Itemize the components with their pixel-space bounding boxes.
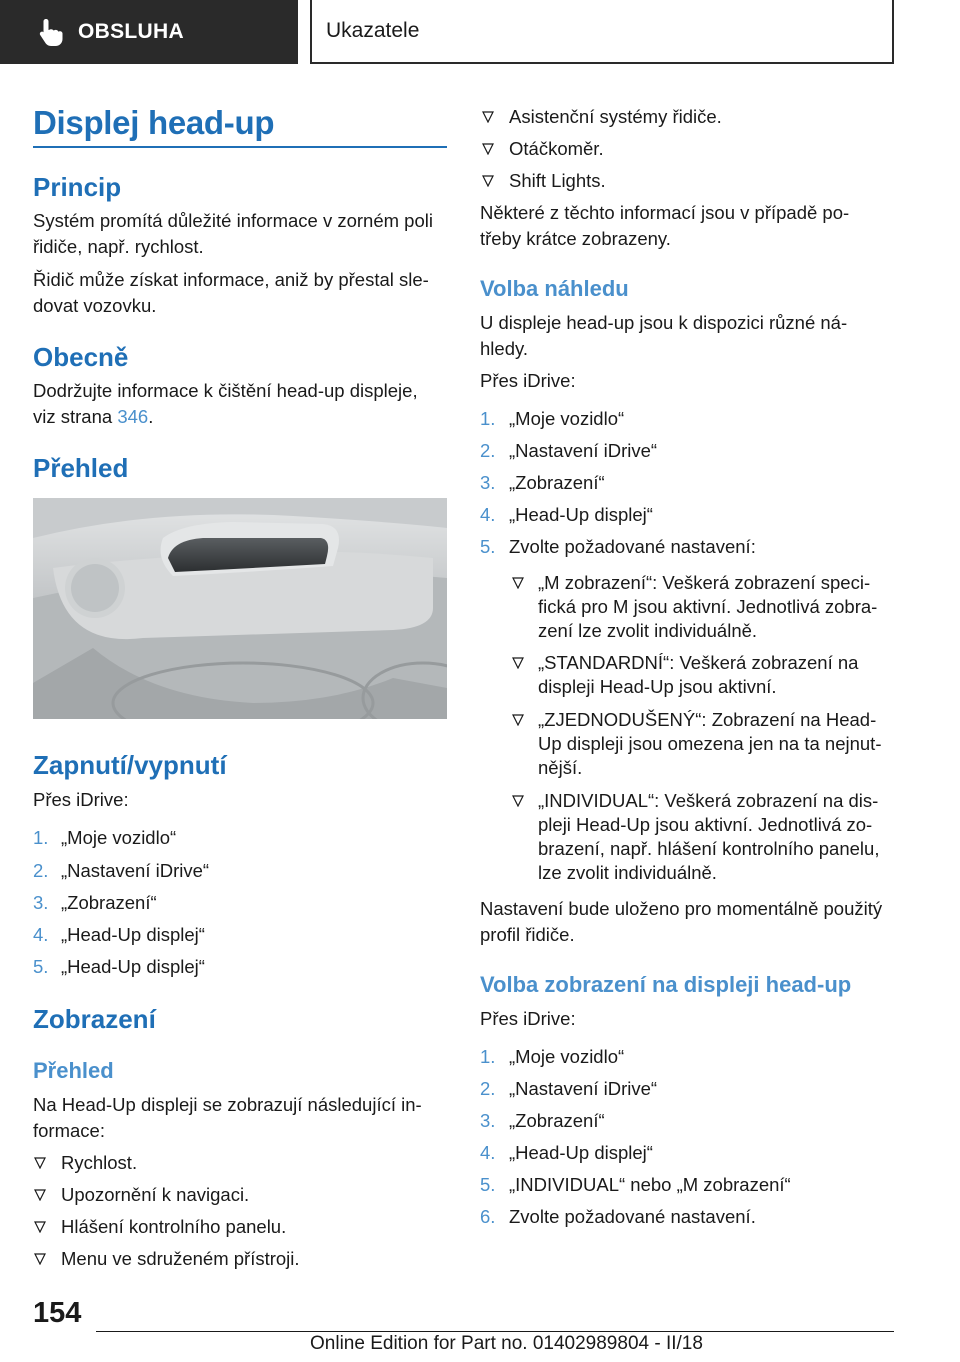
sub-item-line: zení lze zvolit individuálně. bbox=[538, 620, 758, 641]
page-link-346[interactable]: 346 bbox=[117, 406, 149, 427]
list-item: Menu ve sdruženém přístroji. bbox=[61, 1248, 300, 1269]
text-line: dovat vozovku. bbox=[33, 295, 157, 316]
step-number: 1. bbox=[480, 1046, 496, 1067]
step-number: 3. bbox=[480, 1110, 496, 1131]
triangle-bullet-icon bbox=[512, 795, 524, 807]
tab-obsluha[interactable] bbox=[0, 0, 298, 64]
triangle-bullet-icon bbox=[512, 577, 524, 589]
text-line bbox=[33, 404, 153, 430]
heading-obecne: Obecně bbox=[33, 342, 129, 372]
step-number: 1. bbox=[33, 827, 49, 848]
step-number: 4. bbox=[480, 1142, 496, 1163]
text-line: Přes iDrive: bbox=[480, 370, 576, 391]
step-number: 4. bbox=[480, 504, 496, 525]
heading-volba-nahledu: Volba náhledu bbox=[480, 276, 629, 301]
list-item: „Nastavení iDrive“ bbox=[61, 860, 210, 881]
title-divider bbox=[33, 146, 447, 148]
text-line: řidiče, např. rychlost. bbox=[33, 236, 204, 257]
triangle-bullet-icon bbox=[482, 143, 494, 155]
text-line: třeby krátce zobrazeny. bbox=[480, 228, 671, 249]
triangle-bullet-icon bbox=[512, 657, 524, 669]
list-item: „Nastavení iDrive“ bbox=[509, 440, 658, 461]
triangle-bullet-icon bbox=[482, 111, 494, 123]
page-title: Displej head-up bbox=[33, 104, 275, 141]
text-span: viz strana bbox=[33, 406, 118, 427]
step-number: 5. bbox=[480, 536, 496, 557]
text-line: Některé z těchto informací jsou v případě po- bbox=[480, 202, 850, 223]
step-number: 2. bbox=[480, 440, 496, 461]
list-item: Rychlost. bbox=[61, 1152, 138, 1173]
list-item: „Head-Up displej“ bbox=[61, 924, 205, 945]
footer-divider bbox=[96, 1331, 894, 1332]
sub-item-line: fická pro M jsou aktivní. Jednotlivá zobra- bbox=[538, 596, 878, 617]
triangle-bullet-icon bbox=[34, 1253, 46, 1265]
subheading-prehled: Přehled bbox=[33, 1058, 114, 1083]
text-line: Dodržujte informace k čištění head-up displeje, bbox=[33, 380, 418, 401]
step-number: 2. bbox=[33, 860, 49, 881]
list-item: „Head-Up displej“ bbox=[509, 1142, 653, 1163]
list-item: Otáčkoměr. bbox=[509, 138, 604, 159]
text-line: formace: bbox=[33, 1120, 105, 1141]
step-number: 4. bbox=[33, 924, 49, 945]
text-line: profil řidiče. bbox=[480, 924, 575, 945]
list-item: „Moje vozidlo“ bbox=[509, 1046, 625, 1067]
tab-ukazatele[interactable] bbox=[310, 0, 894, 64]
step-number: 6. bbox=[480, 1206, 496, 1227]
list-item: „Head-Up displej“ bbox=[509, 504, 653, 525]
triangle-bullet-icon bbox=[34, 1189, 46, 1201]
text-line: Přes iDrive: bbox=[33, 789, 129, 810]
text-span: . bbox=[148, 406, 154, 427]
step-number: 3. bbox=[480, 472, 496, 493]
sub-item-line: „STANDARDNÍ“: Veškerá zobrazení na bbox=[538, 652, 859, 673]
heading-zobrazeni: Zobrazení bbox=[33, 1004, 156, 1034]
list-item: „Moje vozidlo“ bbox=[509, 408, 625, 429]
text-line: Řidič může získat informace, aniž by přestal sle- bbox=[33, 269, 429, 290]
sub-item-line: pleji Head-Up jsou aktivní. Jednotlivá zo- bbox=[538, 814, 873, 835]
list-item: Shift Lights. bbox=[509, 170, 606, 191]
list-item: Upozornění k navigaci. bbox=[61, 1184, 250, 1205]
step-number: 1. bbox=[480, 408, 496, 429]
text-line: Nastavení bude uloženo pro momentálně použitý bbox=[480, 898, 883, 919]
text-line: Systém promítá důležité informace v zorném poli bbox=[33, 210, 433, 231]
heading-princip: Princip bbox=[33, 172, 122, 202]
triangle-bullet-icon bbox=[34, 1221, 46, 1233]
tab-ukazatele-label: Ukazatele bbox=[326, 19, 420, 42]
tab-obsluha-label: OBSLUHA bbox=[78, 20, 184, 43]
list-item: „Zobrazení“ bbox=[61, 892, 157, 913]
list-item: „Moje vozidlo“ bbox=[61, 827, 177, 848]
hand-pointer-icon bbox=[38, 17, 64, 47]
list-item: „Nastavení iDrive“ bbox=[509, 1078, 658, 1099]
sub-item-line: displeji Head-Up jsou aktivní. bbox=[538, 676, 777, 697]
list-item: Zvolte požadované nastavení. bbox=[509, 1206, 756, 1227]
head-up-display-image bbox=[33, 498, 447, 719]
sub-item-line: „INDIVIDUAL“: Veškerá zobrazení na dis- bbox=[538, 790, 879, 811]
step-number: 3. bbox=[33, 892, 49, 913]
step-number: 5. bbox=[480, 1174, 496, 1195]
list-item: „INDIVIDUAL“ nebo „M zobrazení“ bbox=[509, 1174, 791, 1195]
heading-zapnuti-vypnuti: Zapnutí/vypnutí bbox=[33, 750, 227, 780]
text-line: Na Head-Up displeji se zobrazují následující in- bbox=[33, 1094, 422, 1115]
list-item: „Zobrazení“ bbox=[509, 472, 605, 493]
text-line: hledy. bbox=[480, 338, 528, 359]
sub-item-line: „M zobrazení“: Veškerá zobrazení speci- bbox=[538, 572, 871, 593]
step-number: 5. bbox=[33, 956, 49, 977]
triangle-bullet-icon bbox=[512, 714, 524, 726]
list-item: Asistenční systémy řidiče. bbox=[509, 106, 722, 127]
dashboard-illustration bbox=[33, 498, 447, 719]
heading-volba-zobrazeni: Volba zobrazení na displeji head-up bbox=[480, 972, 852, 997]
triangle-bullet-icon bbox=[482, 175, 494, 187]
sub-item-line: nější. bbox=[538, 757, 583, 778]
list-item: „Head-Up displej“ bbox=[61, 956, 205, 977]
list-item: „Zobrazení“ bbox=[509, 1110, 605, 1131]
footer-edition: Online Edition for Part no. 01402989804 - II/18 bbox=[310, 1333, 703, 1354]
text-line: U displeje head-up jsou k dispozici různé ná- bbox=[480, 312, 848, 333]
page-number: 154 bbox=[33, 1297, 82, 1329]
sub-item-line: „ZJEDNODUŠENÝ“: Zobrazení na Head- bbox=[538, 709, 877, 730]
sub-item-line: brazení, např. hlášení kontrolního panelu, bbox=[538, 838, 880, 859]
text-line: Přes iDrive: bbox=[480, 1008, 576, 1029]
heading-prehled: Přehled bbox=[33, 453, 129, 483]
list-item: Hlášení kontrolního panelu. bbox=[61, 1216, 287, 1237]
step-number: 2. bbox=[480, 1078, 496, 1099]
triangle-bullet-icon bbox=[34, 1157, 46, 1169]
sub-item-line: Up displeji jsou omezena jen na ta nejnut- bbox=[538, 733, 882, 754]
list-item: Zvolte požadované nastavení: bbox=[509, 536, 756, 557]
sub-item-line: lze zvolit individuálně. bbox=[538, 862, 717, 883]
